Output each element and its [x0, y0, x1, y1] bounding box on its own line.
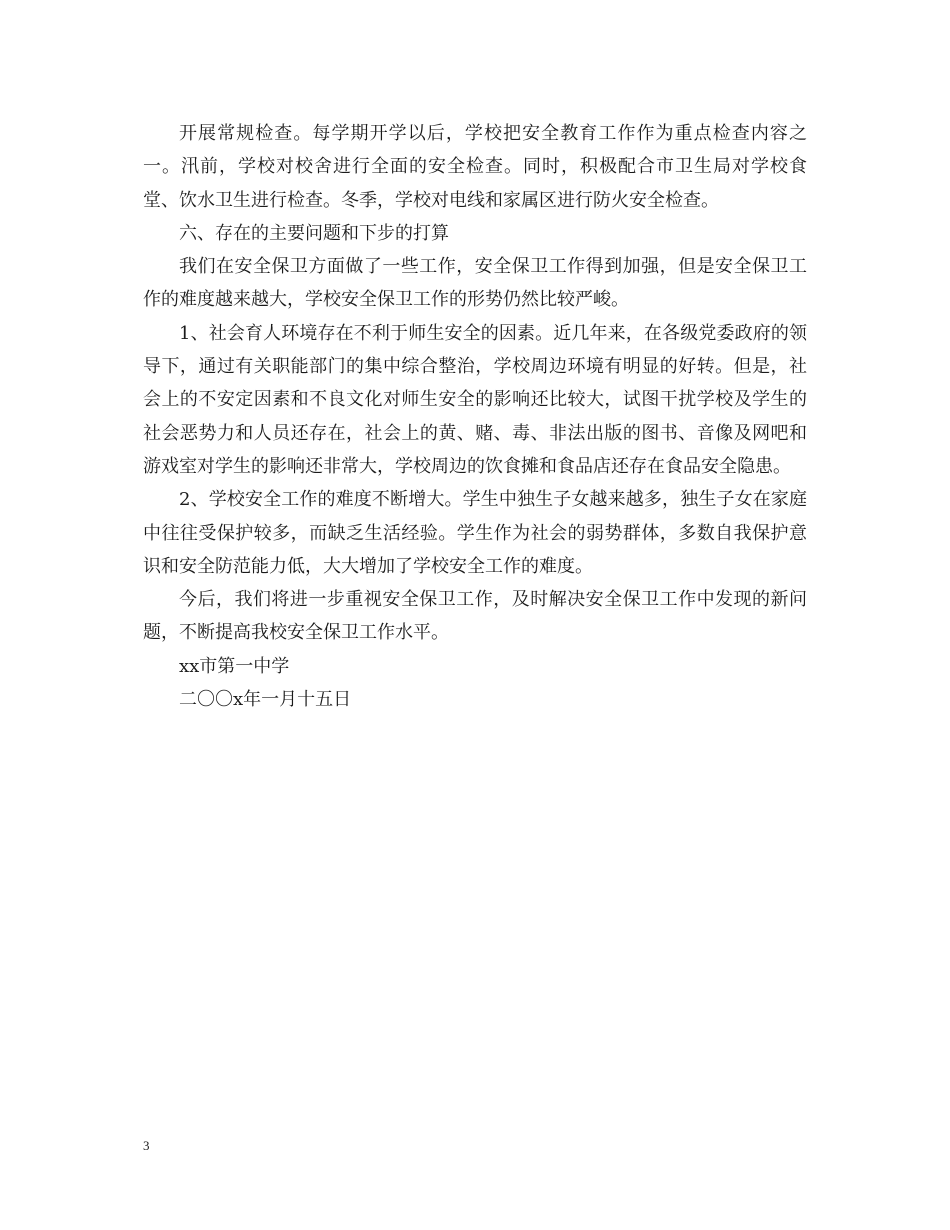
paragraph-point-1: 1、社会育人环境存在不利于师生安全的因素。近几年来，在各级党委政府的领导下，通过有关职能部门的集中综合整治，学校周边环境有明显的好转。但是，社会上的不安定因素和不良文化对师生安全的影响还比较大，试图干扰学校及学生的社会恶势力和人员还存在，社会上的黄、赌、毒、非法出版的图书、音像及网吧和游戏室对学生的影响还非常大，学校周边的饮食摊和食品店还存在食品安全隐患。: [143, 322, 807, 477]
section-heading-problems-and-plans: 六、存在的主要问题和下步的打算: [179, 222, 449, 244]
signature-date: 二〇〇x年一月十五日: [179, 689, 352, 711]
document-body: [143, 117, 807, 716]
paragraph-overview: 我们在安全保卫方面做了一些工作，安全保卫工作得到加强，但是安全保卫工作的难度越来越大，学校安全保卫工作的形势仍然比较严峻。: [143, 256, 807, 311]
signature-organization: xx市第一中学: [179, 655, 290, 677]
paragraph-conclusion: 今后，我们将进一步重视安全保卫工作，及时解决安全保卫工作中发现的新问题，不断提高我校安全保卫工作水平。: [143, 589, 807, 644]
paragraph-point-2: 2、学校安全工作的难度不断增大。学生中独生子女越来越多，独生子女在家庭中往往受保护较多，而缺乏生活经验。学生作为社会的弱势群体，多数自我保护意识和安全防范能力低，大大增加了学校安全工作的难度。: [143, 489, 807, 577]
paragraph-routine-inspection: 开展常规检查。每学期开学以后，学校把安全教育工作作为重点检查内容之一。汛前，学校对校舍进行全面的安全检查。同时，积极配合市卫生局对学校食堂、饮水卫生进行检查。冬季，学校对电线和家属区进行防火安全检查。: [143, 123, 807, 211]
page-number: 3: [143, 1138, 150, 1153]
